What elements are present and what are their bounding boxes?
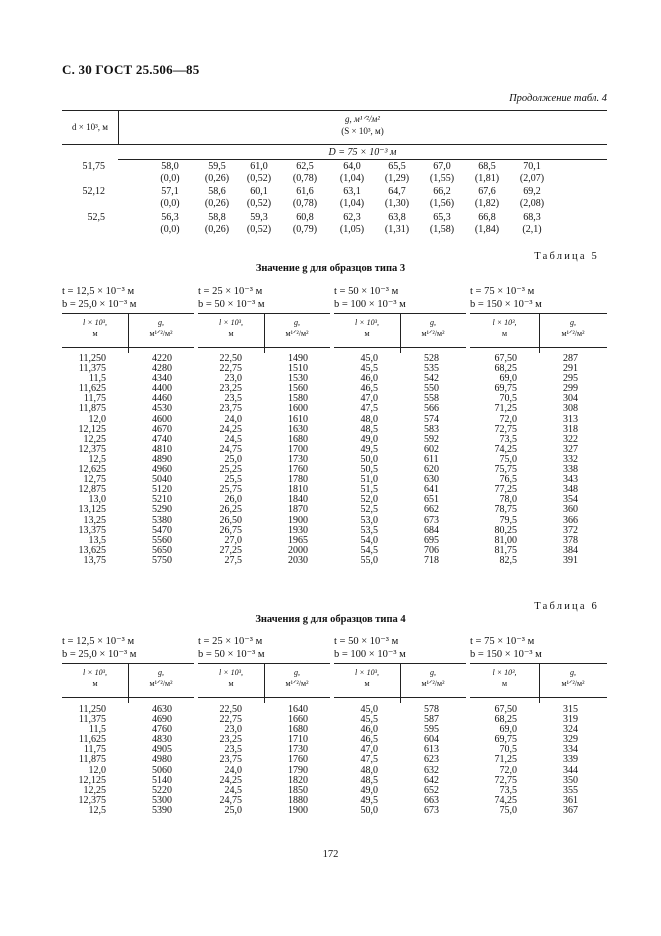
s-value: (1,31) xyxy=(384,224,410,235)
row-d-value: 51,75 xyxy=(82,161,105,172)
page-header: С. 30 ГОСТ 25.506—85 xyxy=(62,62,200,77)
condition-t: t = 50 × 10⁻³ м xyxy=(334,636,399,647)
col-header-l-unit: м xyxy=(364,329,370,338)
g-value: 63,8 xyxy=(388,212,406,223)
l-values: 67,50 68,25 69,0 69,75 70,5 71,25 72,0 72,75 73,5 74,25 75,0 75,75 76,5 77,25 78,0 78,75 79,5 80,25 81,00 81,75 82,5 xyxy=(494,353,517,566)
s-value: (1,04) xyxy=(339,173,365,184)
g-value: 60,1 xyxy=(250,186,268,197)
row-d-value: 52,12 xyxy=(82,186,105,197)
condition-b: b = 150 × 10⁻³ м xyxy=(470,299,542,310)
g-value: 56,3 xyxy=(161,212,179,223)
col-header-l: l × 10³, xyxy=(492,668,517,677)
col-header-s: (S × 10³, м) xyxy=(341,126,384,136)
s-value: (1,05) xyxy=(339,224,365,235)
s-value: (0,52) xyxy=(246,224,272,235)
condition-b: b = 100 × 10⁻³ м xyxy=(334,299,406,310)
s-value: (0,0) xyxy=(160,198,180,209)
col-header-g: g, м¹ᐟ²/м² xyxy=(345,114,380,124)
s-value: (1,56) xyxy=(429,198,455,209)
condition-t: t = 25 × 10⁻³ м xyxy=(198,286,263,297)
col-header-l-unit: м xyxy=(501,679,508,688)
table-rule xyxy=(62,347,194,348)
g-values: 315 319 324 329 334 339 344 350 355 361 367 xyxy=(563,704,578,816)
s-value: (1,58) xyxy=(429,224,455,235)
l-values: 45,0 45,5 46,0 46,5 47,0 47,5 48,0 48,5 49,0 49,5 50,0 50,5 51,0 51,5 52,0 52,5 53,0 53,5 54,0 54,5 55,0 xyxy=(360,353,378,566)
g-value: 64,7 xyxy=(388,186,406,197)
condition-t: t = 25 × 10⁻³ м xyxy=(198,636,263,647)
g-value: 68,5 xyxy=(478,161,496,172)
col-header-l: l × 10³, xyxy=(492,318,517,327)
s-value: (1,55) xyxy=(429,173,455,184)
g-value: 59,3 xyxy=(250,212,268,223)
g-value: 69,2 xyxy=(523,186,541,197)
g-value: 61,6 xyxy=(296,186,314,197)
col-header-g: g, xyxy=(294,668,300,677)
col-header-l-unit: м xyxy=(92,329,98,338)
g-value: 65,3 xyxy=(433,212,451,223)
s-value: (0,52) xyxy=(246,198,272,209)
s-value: (1,84) xyxy=(474,224,500,235)
l-values: 67,50 68,25 69,0 69,75 70,5 71,25 72,0 72,75 73,5 74,25 75,0 xyxy=(494,704,517,816)
s-value: (1,81) xyxy=(474,173,500,184)
col-header-g-unit: м¹ᐟ²/м² xyxy=(561,679,585,688)
g-values: 4220 4280 4340 4400 4460 4530 4600 4670 4740 4810 4890 4960 5040 5120 5210 5290 5380 5470 5560 5650 5750 xyxy=(152,353,172,566)
g-value: 58,6 xyxy=(208,186,226,197)
col-header-l-unit: м xyxy=(501,329,508,338)
table-rule xyxy=(62,697,194,698)
condition-b: b = 150 × 10⁻³ м xyxy=(470,649,542,660)
table-rule xyxy=(470,697,607,698)
col-header-g: g, xyxy=(294,318,300,327)
s-value: (0,52) xyxy=(246,173,272,184)
col-header-l: l × 10³, xyxy=(218,318,244,327)
g-values: 528 535 542 550 558 566 574 583 592 602 611 620 630 641 651 662 673 684 695 706 718 xyxy=(424,353,439,566)
g-value: 67,6 xyxy=(478,186,496,197)
condition-t: t = 75 × 10⁻³ м xyxy=(470,636,535,647)
condition-b: b = 25,0 × 10⁻³ м xyxy=(62,299,137,310)
col-header-d: d × 10³, м xyxy=(72,122,108,132)
col-header-g-unit: м¹ᐟ²/м² xyxy=(285,679,309,688)
col-header-l: l × 10³, xyxy=(354,668,380,677)
col-header-g-unit: м¹ᐟ²/м² xyxy=(149,329,173,338)
g-value: 67,0 xyxy=(433,161,451,172)
page-number: 172 xyxy=(322,849,339,860)
table-5-caption: Значение g для образцов типа 3 xyxy=(255,263,406,274)
table-6-label: Таблица 6 xyxy=(534,601,599,612)
g-values: 4630 4690 4760 4830 4905 4980 5060 5140 5220 5300 5390 xyxy=(152,704,172,816)
col-header-g: g, xyxy=(430,668,436,677)
condition-b: b = 50 × 10⁻³ м xyxy=(198,649,265,660)
s-value: (1,04) xyxy=(339,198,365,209)
col-header-g: g, xyxy=(570,318,576,327)
s-value: (2,1) xyxy=(522,224,542,235)
s-value: (0,78) xyxy=(292,198,318,209)
g-value: 58,8 xyxy=(208,212,226,223)
col-header-l: l × 10³, xyxy=(218,668,244,677)
col-header-g-unit: м¹ᐟ²/м² xyxy=(561,329,585,338)
g-value: 59,5 xyxy=(208,161,226,172)
condition-t: t = 12,5 × 10⁻³ м xyxy=(62,636,135,647)
row-d-value: 52,5 xyxy=(87,212,105,223)
g-value: 65,5 xyxy=(388,161,406,172)
s-value: (1,30) xyxy=(384,198,410,209)
s-value: (0,0) xyxy=(160,224,180,235)
g-value: 63,1 xyxy=(343,186,361,197)
s-value: (0,26) xyxy=(204,198,230,209)
col-header-l-unit: м xyxy=(228,329,234,338)
table-rule xyxy=(62,110,607,111)
l-values: 45,0 45,5 46,0 46,5 47,0 47,5 48,0 48,5 49,0 49,5 50,0 xyxy=(360,704,378,816)
l-values: 11,250 11,375 11,5 11,625 11,75 11,875 12,0 12,125 12,25 12,375 12,5 xyxy=(78,704,106,816)
col-header-g: g, xyxy=(570,668,576,677)
col-header-l-unit: м xyxy=(92,679,98,688)
g-value: 66,2 xyxy=(433,186,451,197)
col-header-g: g, xyxy=(158,668,164,677)
s-value: (2,07) xyxy=(519,173,545,184)
table-rule xyxy=(198,347,330,348)
g-value: 66,8 xyxy=(478,212,496,223)
s-value: (1,29) xyxy=(384,173,410,184)
col-header-g-unit: м¹ᐟ²/м² xyxy=(421,329,445,338)
g-value: 62,5 xyxy=(296,161,314,172)
col-header-g: g, xyxy=(158,318,164,327)
condition-t: t = 12,5 × 10⁻³ м xyxy=(62,286,135,297)
table-rule xyxy=(470,347,607,348)
s-value: (1,82) xyxy=(474,198,500,209)
table-rule xyxy=(198,697,330,698)
col-header-g: g, xyxy=(430,318,436,327)
condition-b: b = 100 × 10⁻³ м xyxy=(334,649,406,660)
table-rule xyxy=(118,159,607,160)
g-values: 287 291 295 299 304 308 313 318 322 327 332 338 343 348 354 360 366 372 378 384 391 xyxy=(563,353,578,566)
condition-b: b = 50 × 10⁻³ м xyxy=(198,299,265,310)
g-values: 578 587 595 604 613 623 632 642 652 663 673 xyxy=(424,704,439,816)
g-value: 57,1 xyxy=(161,186,179,197)
col-header-g-unit: м¹ᐟ²/м² xyxy=(285,329,309,338)
condition-b: b = 25,0 × 10⁻³ м xyxy=(62,649,137,660)
l-values: 22,50 22,75 23,0 23,25 23,5 23,75 24,0 24,25 24,5 24,75 25,0 xyxy=(219,704,242,816)
g-value: 60,8 xyxy=(296,212,314,223)
col-header-l: l × 10³, xyxy=(354,318,380,327)
table-continuation-label: Продолжение табл. 4 xyxy=(509,93,607,104)
s-value: (0,26) xyxy=(204,173,230,184)
g-value: 58,0 xyxy=(161,161,179,172)
col-header-l: l × 10³, xyxy=(82,668,108,677)
g-value: 68,3 xyxy=(523,212,541,223)
col-header-l-unit: м xyxy=(364,679,370,688)
table-rule xyxy=(334,697,466,698)
s-value: (0,79) xyxy=(292,224,318,235)
s-value: (0,0) xyxy=(160,173,180,184)
l-values: 22,50 22,75 23,0 23,25 23,5 23,75 24,0 24,25 24,5 24,75 25,0 25,25 25,5 25,75 26,0 26,25 26,50 26,75 27,0 27,25 27,5 xyxy=(219,353,242,566)
g-value: 64,0 xyxy=(343,161,361,172)
table-rule xyxy=(62,144,607,145)
col-header-l: l × 10³, xyxy=(82,318,108,327)
group-label: D = 75 × 10⁻³ м xyxy=(328,147,397,158)
col-header-g-unit: м¹ᐟ²/м² xyxy=(149,679,173,688)
l-values: 11,250 11,375 11,5 11,625 11,75 11,875 12,0 12,125 12,25 12,375 12,5 12,625 12,75 12,875 13,0 13,125 13,25 13,375 13,5 13,625 13,75 xyxy=(78,353,106,566)
g-values: 1640 1660 1680 1710 1730 1760 1790 1820 1850 1880 1900 xyxy=(288,704,308,816)
col-header-l-unit: м xyxy=(228,679,234,688)
condition-t: t = 50 × 10⁻³ м xyxy=(334,286,399,297)
condition-t: t = 75 × 10⁻³ м xyxy=(470,286,535,297)
g-values: 1490 1510 1530 1560 1580 1600 1610 1630 1680 1700 1730 1760 1780 1810 1840 1870 1900 1930 1965 2000 2030 xyxy=(288,353,308,566)
g-value: 70,1 xyxy=(523,161,541,172)
g-value: 62,3 xyxy=(343,212,361,223)
table-5-label: Таблица 5 xyxy=(534,251,599,262)
s-value: (0,78) xyxy=(292,173,318,184)
g-value: 61,0 xyxy=(250,161,268,172)
col-header-g-unit: м¹ᐟ²/м² xyxy=(421,679,445,688)
table-rule xyxy=(334,347,466,348)
s-value: (2,08) xyxy=(519,198,545,209)
table-6-caption: Значения g для образцов типа 4 xyxy=(255,614,406,625)
s-value: (0,26) xyxy=(204,224,230,235)
